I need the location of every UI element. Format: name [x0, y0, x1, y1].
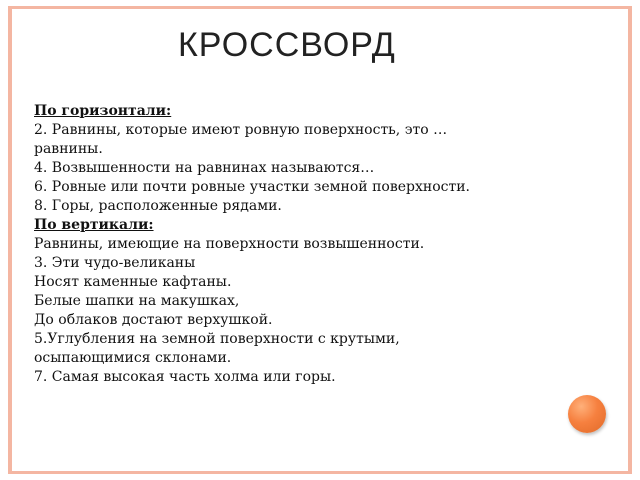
vertical-line: осыпающимися склонами.: [34, 350, 232, 366]
slide-title: КРОССВОРД: [178, 26, 396, 64]
horizontal-line: 8. Горы, расположенные рядами.: [34, 198, 282, 214]
horizontal-line: 2. Равнины, которые имеют ровную поверхность, это …: [34, 122, 448, 138]
horizontal-line: 6. Ровные или почти ровные участки земной поверхности.: [34, 179, 470, 195]
vertical-line: Белые шапки на макушках,: [34, 293, 240, 309]
slide-frame-left: [8, 6, 12, 474]
vertical-line: Равнины, имеющие на поверхности возвышенности.: [34, 236, 425, 252]
vertical-line: До облаков достают верхушкой.: [34, 312, 273, 328]
slide-frame-top: [8, 6, 632, 9]
decorative-orange-circle: [568, 395, 606, 433]
vertical-line: Носят каменные кафтаны.: [34, 274, 232, 290]
horizontal-line: равнины.: [34, 141, 103, 157]
slide-frame-right: [628, 6, 632, 474]
vertical-line: 3. Эти чудо-великаны: [34, 255, 196, 271]
crossword-questions: [34, 102, 574, 387]
vertical-heading: По вертикали:: [34, 217, 154, 233]
horizontal-heading: По горизонтали:: [34, 103, 172, 119]
vertical-line: 5.Углубления на земной поверхности с крутыми,: [34, 331, 400, 347]
horizontal-line: 4. Возвышенности на равнинах называются…: [34, 160, 375, 176]
vertical-line: 7. Самая высокая часть холма или горы.: [34, 369, 336, 385]
slide-frame-bottom: [8, 471, 632, 474]
